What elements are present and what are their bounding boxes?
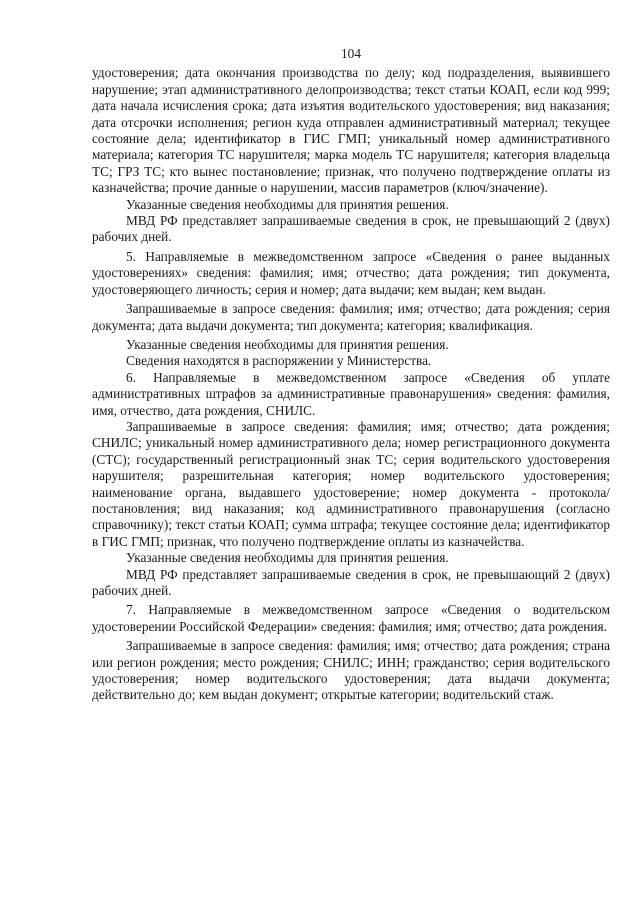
paragraph-item-7-requested: Запрашиваемые в запросе сведения: фамилия; имя; отчество; дата рождения; страна или регион рождения; место рождения; СНИЛС; ИНН; гражданство; серия водительского удостоверения; номер водительского удостоверения; дата выдачи документа; действительно до; кем выдан документ; открытые категории; водительский стаж.: [92, 638, 610, 703]
paragraph-mvd-deadline: МВД РФ представляет запрашиваемые сведения в срок, не превышающий 2 (двух) рабочих дней.: [92, 566, 610, 598]
paragraph-ministry-note: Сведения находятся в распоряжении у Министерства.: [126, 353, 432, 369]
paragraph-item-5-requested: Запрашиваемые в запросе сведения: фамилия; имя; отчество; дата рождения; серия документа; дата выдачи документа; тип документа; категория; квалификация.: [92, 301, 610, 333]
paragraph-mvd-deadline: МВД РФ представляет запрашиваемые сведения в срок, не превышающий 2 (двух) рабочих дней.: [92, 213, 610, 245]
paragraph-item-7: 7. Направляемые в межведомственном запросе «Сведения о водительском удостоверении Российской Федерации» сведения: фамилия; имя; отчество; дата рождения.: [92, 602, 610, 634]
paragraph-decision-note: Указанные сведения необходимы для принятия решения.: [126, 196, 449, 212]
page-number: 104: [341, 46, 361, 61]
paragraph-item-6: 6. Направляемые в межведомственном запросе «Сведения об уплате административных штрафов за административные правонарушения» сведения: фамилия, имя, отчество, дата рождения, СНИЛС.: [92, 369, 610, 418]
paragraph-decision-note: Указанные сведения необходимы для принятия решения.: [126, 550, 449, 566]
paragraph-continuation: удостоверения; дата окончания производства по делу; код подразделения, выявившего нарушение; этап административного делопроизводства; текст статьи КОАП, если код 999; дата начала исчисления срока; дата изъятия водительского удостоверения; вид наказания; дата отсрочки исполнения; регион куда отправлен административный материал; текущее состояние дела; идентификатор в ГИС ГМП; уникальный номер административного материала; категория ТС нарушителя; марка модель ТС нарушителя; категория владельца ТС; ГРЗ ТС; кто вынес постановление; признак, что получено подтверждение оплаты из казначейства; прочие данные о нарушении, массив параметров (ключ/значение).: [92, 65, 610, 196]
paragraph-item-5: 5. Направляемые в межведомственном запросе «Сведения о ранее выданных удостоверениях» сведения: фамилия; имя; отчество; дата рождения; тип документа, удостоверяющего личность; серия и номер; дата выдачи; кем выдан; кем выдан.: [92, 248, 610, 297]
paragraph-decision-note: Указанные сведения необходимы для принятия решения.: [126, 336, 449, 352]
paragraph-item-6-requested: Запрашиваемые в запросе сведения: фамилия; имя; отчество; дата рождения; СНИЛС; уникальный номер административного дела; номер регистрационного документа (СТС); государственный регистрационный знак ТС; серия водительского удостоверения нарушителя; разрешительная категория; номер водительского удостоверения; наименование органа, выдавшего удостоверение; номер документа - протокола/постановления; вид наказания; код административного правонарушения (согласно справочнику); текст статьи КОАП; сумма штрафа; текущее состояние дела; идентификатор в ГИС ГМП; признак, что получено подтверждение оплаты из казначейства.: [92, 418, 610, 549]
